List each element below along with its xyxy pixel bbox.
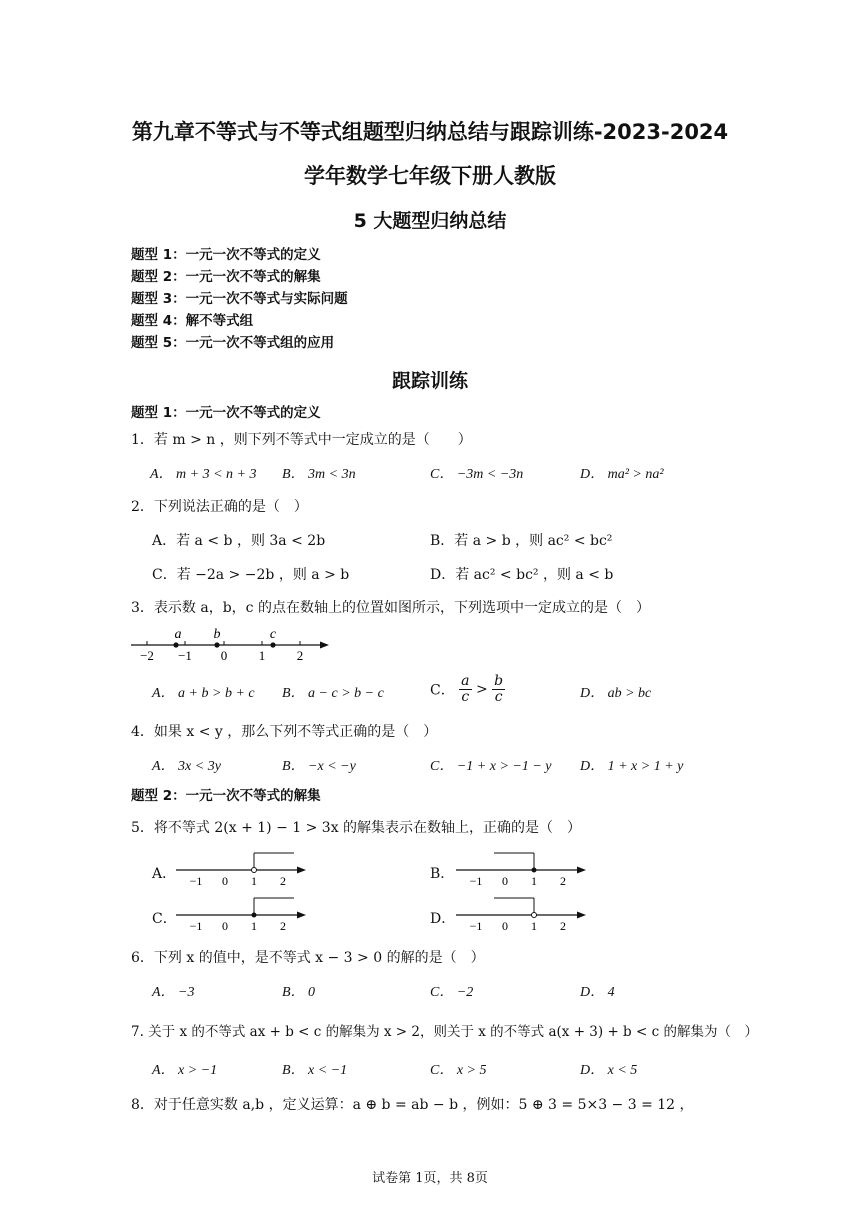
q6-option-c: C． −2 — [430, 985, 474, 1000]
q1-option-a: A． m + 3 < n + 3 — [150, 467, 257, 482]
q4-option-b: B． −x < −y — [282, 759, 356, 774]
q6-option-a: A． −3 — [152, 985, 195, 1000]
q6-stem: 6．下列 x 的值中，是不等式 x − 3 > 0 的解的是（ ） — [131, 950, 485, 966]
svg-text:1: 1 — [531, 874, 537, 888]
q7-option-d: D． x < 5 — [580, 1063, 638, 1078]
tick-label: −2 — [140, 648, 154, 663]
tick-label: 2 — [296, 648, 304, 663]
svg-text:2: 2 — [560, 919, 566, 933]
point-b — [214, 642, 219, 647]
svg-text:1: 1 — [251, 919, 257, 933]
svg-text:2: 2 — [560, 874, 566, 888]
svg-text:2: 2 — [280, 874, 286, 888]
fraction-b-over-c: $\frac{b}{c}$ — [494, 673, 504, 705]
q5-option-c-number-line — [172, 893, 312, 933]
q3-option-c: C． $\frac{a}{c}$ > $\frac{b}{c}$ — [430, 673, 504, 705]
q1-option-d: D． ma² > na² — [580, 467, 664, 482]
svg-text:0: 0 — [222, 919, 228, 933]
point-label-c: c — [269, 627, 277, 642]
q3-stem: 3．表示数 a，b，c 的点在数轴上的位置如图所示，下列选项中一定成立的是（ ） — [131, 600, 650, 616]
q3-option-c-label: C． — [430, 682, 455, 699]
tick-label: 0 — [220, 648, 228, 663]
q3-option-a: A． a + b > b + c — [152, 686, 255, 701]
q3-option-d: D． ab > bc — [580, 686, 652, 701]
svg-text:−1: −1 — [189, 874, 203, 888]
q7-stem: 7. 关于 x 的不等式 ax + b < c 的解集为 x > 2，则关于 x 的不等式 a(x + 3) + b < c 的解集为（ ） — [131, 1024, 758, 1040]
document-title-line1: 第九章不等式与不等式组题型归纳总结与跟踪训练-2023-2024 — [131, 120, 729, 144]
q6-option-d: D． 4 — [580, 985, 615, 1000]
point-label-a: a — [174, 627, 182, 642]
q1-option-c: C． −3m < −3n — [430, 467, 524, 482]
q5-stem: 5．将不等式 2(x + 1) − 1 > 3x 的解集表示在数轴上，正确的是（ ） — [131, 820, 582, 836]
svg-text:1: 1 — [251, 874, 257, 888]
q5-option-b-label: B． — [430, 866, 455, 882]
type-list-item: 题型 4：解不等式组 — [131, 313, 254, 329]
svg-text:2: 2 — [280, 919, 286, 933]
q7-option-a: A． x > −1 — [152, 1063, 218, 1078]
tick-label: 1 — [258, 648, 266, 663]
q5-option-d-label: D． — [430, 911, 456, 927]
fraction-a-over-c: $\frac{a}{c}$ — [461, 673, 470, 705]
q5-option-c-label: C． — [152, 911, 177, 927]
q5-option-a-label: A． — [152, 866, 177, 882]
type-list-item: 题型 3：一元一次不等式与实际问题 — [131, 291, 348, 307]
document-title-line2: 学年数学七年级下册人教版 — [304, 164, 556, 188]
q7-option-c: C． x > 5 — [430, 1063, 487, 1078]
q6-option-b: B． 0 — [282, 985, 316, 1000]
type-list-item: 题型 2：一元一次不等式的解集 — [131, 269, 321, 285]
point-a — [173, 642, 178, 647]
q5-option-d-number-line — [452, 893, 592, 933]
q2-option-c: C．若 −2a > −2b ，则 a > b — [152, 567, 350, 583]
tick-label: −1 — [178, 648, 192, 663]
q3-option-b: B． a − c > b − c — [282, 686, 384, 701]
type2-label: 题型 2：一元一次不等式的解集 — [131, 788, 321, 804]
type-list-item: 题型 1：一元一次不等式的定义 — [131, 247, 321, 263]
svg-text:1: 1 — [531, 919, 537, 933]
q4-option-a: A． 3x < 3y — [152, 759, 221, 774]
q8-stem: 8．对于任意实数 a,b ，定义运算：a ⊕ b = ab − b ，例如：5 ⊕ 3 = 5×3 − 3 = 12 ， — [131, 1097, 694, 1113]
q4-option-c: C． −1 + x > −1 − y — [430, 759, 552, 774]
q7-option-b: B． x < −1 — [282, 1063, 348, 1078]
training-heading: 跟踪训练 — [391, 370, 468, 392]
svg-text:−1: −1 — [469, 874, 483, 888]
summary-heading: 5 大题型归纳总结 — [353, 210, 507, 232]
type-list-item: 题型 5：一元一次不等式组的应用 — [131, 335, 335, 351]
point-c — [270, 642, 275, 647]
svg-text:−1: −1 — [469, 919, 483, 933]
q5-option-a-number-line — [172, 848, 312, 888]
svg-text:0: 0 — [222, 874, 228, 888]
point-label-b: b — [213, 627, 221, 642]
svg-text:0: 0 — [502, 874, 508, 888]
q2-option-a: A．若 a < b ，则 3a < 2b — [152, 533, 326, 549]
q2-stem: 2．下列说法正确的是（ ） — [131, 499, 308, 515]
page-footer: 试卷第 1页，共 8页 — [372, 1171, 488, 1186]
svg-text:−1: −1 — [189, 919, 203, 933]
q1-stem: 1．若 m > n ，则下列不等式中一定成立的是（ ） — [131, 432, 472, 448]
q2-option-b: B．若 a > b ，则 ac² < bc² — [430, 533, 613, 549]
q3-number-line — [129, 626, 329, 662]
q4-stem: 4．如果 x < y ，那么下列不等式正确的是（ ） — [131, 724, 438, 740]
type1-label: 题型 1：一元一次不等式的定义 — [131, 405, 321, 421]
q4-option-d: D． 1 + x > 1 + y — [580, 759, 684, 774]
svg-text:0: 0 — [502, 919, 508, 933]
q1-option-b: B． 3m < 3n — [282, 467, 356, 482]
q2-option-d: D．若 ac² < bc² ，则 a < b — [430, 567, 614, 583]
q5-option-b-number-line — [452, 848, 592, 888]
